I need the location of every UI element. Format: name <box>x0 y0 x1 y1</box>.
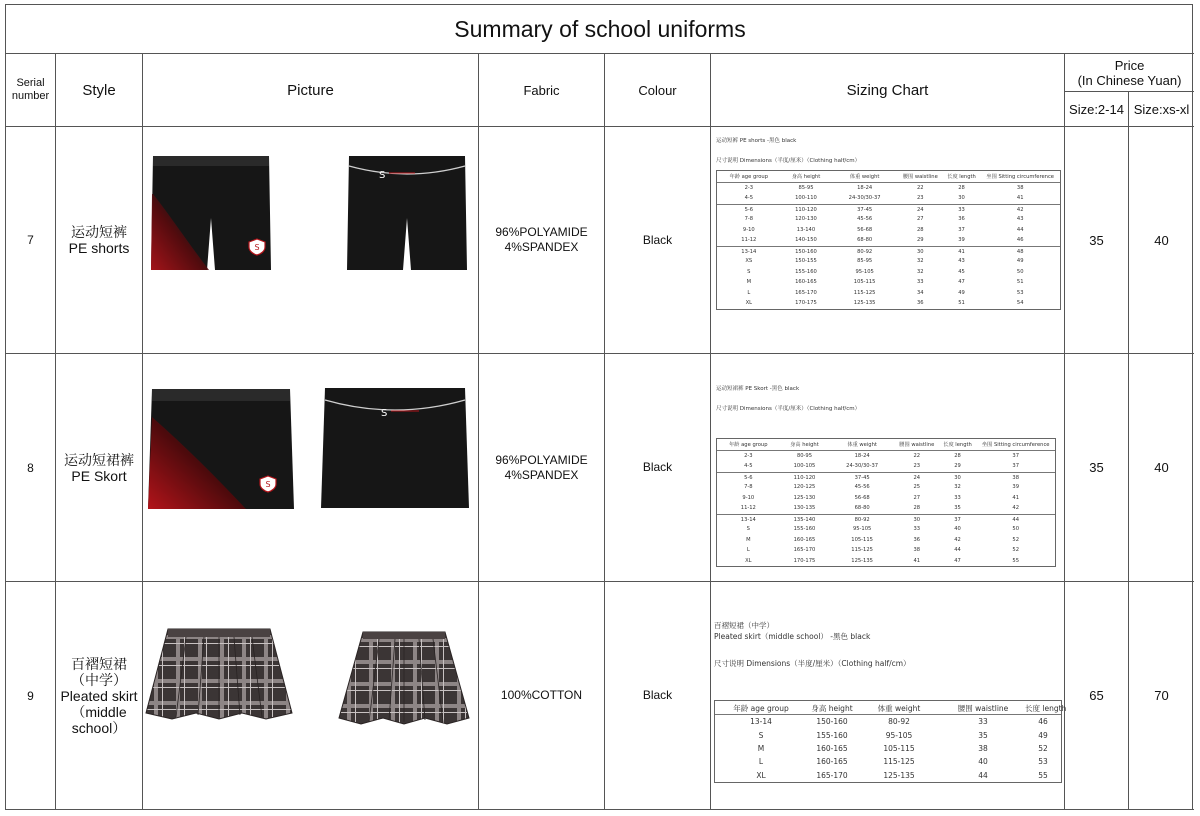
price-size-a-cell <box>1065 354 1129 582</box>
sizing-value: 35 <box>954 505 961 511</box>
header-sizing <box>711 54 1065 127</box>
header-serial-text: Serial number <box>11 77 50 102</box>
sizing-value: 120-130 <box>795 216 817 222</box>
sizing-value: 54 <box>1016 300 1024 306</box>
header-fabric <box>479 54 605 127</box>
sizing-row <box>717 298 1060 309</box>
sizing-chart-cell <box>711 354 1065 582</box>
sizing-row <box>717 482 1055 493</box>
style-cell <box>56 354 143 582</box>
pe-shorts-front-image <box>149 154 273 276</box>
sizing-value: 28 <box>917 226 924 233</box>
sizing-value: 41 <box>958 248 965 255</box>
sizing-value: 100-110 <box>795 195 817 201</box>
sizing-value: 49 <box>1038 730 1048 740</box>
sizing-column-header: 腰围 waistline <box>957 704 1009 713</box>
sizing-value: XL <box>745 300 753 306</box>
sizing-value: 28 <box>954 452 961 459</box>
sizing-value: 105-115 <box>853 279 876 285</box>
sizing-column-header: 长度 length <box>1025 704 1067 713</box>
price-size-a-cell <box>1065 582 1129 810</box>
sizing-value: 120-125 <box>793 484 816 490</box>
pleated-skirt-front-image <box>146 627 292 723</box>
serial-cell <box>6 354 56 582</box>
sizing-value: 52 <box>1038 743 1048 753</box>
sizing-value: 30 <box>954 474 961 481</box>
sizing-column-header: 坐围 Sitting circumference <box>981 442 1050 448</box>
colour-cell <box>605 127 711 354</box>
sizing-value: 150-155 <box>795 258 817 264</box>
sizing-value: 160-165 <box>816 743 848 753</box>
sizing-value: 105-115 <box>851 536 873 543</box>
sizing-value: 38 <box>978 743 988 753</box>
style-cell <box>56 127 143 354</box>
picture-cell <box>143 582 479 810</box>
serial-cell-text: 8 <box>27 460 34 475</box>
sizing-column-header: 腰围 waistline <box>902 174 938 180</box>
sizing-row <box>717 225 1060 236</box>
sizing-chart-title: 百褶短裙（中学） <box>714 621 774 630</box>
sizing-value: 115-125 <box>853 289 876 296</box>
sizing-value: 11-12 <box>740 505 756 511</box>
sizing-value: L <box>758 757 764 767</box>
sizing-value: 30 <box>913 516 921 523</box>
sizing-column-header: 年龄 age group <box>729 442 768 448</box>
sizing-value: 45-56 <box>854 484 870 490</box>
sizing-value: 38 <box>1012 474 1019 481</box>
style-cell-text: 运动短裤 PE shorts <box>68 224 130 256</box>
header-price <box>1065 54 1194 92</box>
sizing-value: 125-135 <box>853 300 876 306</box>
sizing-value: 37-45 <box>854 474 870 481</box>
sizing-row <box>717 256 1060 267</box>
sizing-value: 42 <box>1012 505 1019 511</box>
sizing-value: M <box>746 536 751 543</box>
sizing-table <box>716 438 1056 567</box>
sizing-value: 29 <box>917 237 924 243</box>
price-size-b-cell <box>1129 582 1194 810</box>
sizing-value: 33 <box>954 494 961 501</box>
sizing-value: 80-95 <box>796 452 813 459</box>
sizing-value: 32 <box>954 484 961 490</box>
sizing-value: 55 <box>1038 770 1048 780</box>
sizing-value: 4-5 <box>744 195 754 201</box>
sizing-row <box>717 214 1060 225</box>
sizing-value: 42 <box>954 536 961 543</box>
sizing-value: 155-160 <box>793 526 816 532</box>
sizing-value: 27 <box>913 494 921 501</box>
sizing-value: 100-105 <box>793 463 816 469</box>
pleated-skirt-back-image <box>339 630 469 728</box>
sizing-value: 38 <box>913 547 921 553</box>
sizing-value: 23 <box>917 195 924 201</box>
sizing-value: 49 <box>1016 258 1024 264</box>
sizing-value: 41 <box>1012 494 1019 501</box>
sizing-value: 80-92 <box>857 248 873 255</box>
sizing-value: 24 <box>913 474 921 481</box>
school-logo-icon <box>260 476 276 492</box>
sizing-value: 37 <box>1012 452 1019 459</box>
sizing-value: 56-68 <box>854 494 870 501</box>
sizing-value: 33 <box>978 717 988 727</box>
style-cell-text: 运动短裙裤 PE Skort <box>64 451 134 484</box>
sizing-value: 7-8 <box>744 216 754 222</box>
sizing-value: M <box>757 743 765 753</box>
sizing-chart-dimensions: 尺寸说明 Dimensions（半度/厘米）（Clothing half/cm） <box>716 406 861 412</box>
svg-text:S: S <box>379 170 386 181</box>
picture-cell <box>143 127 479 354</box>
sizing-value: 170-175 <box>793 557 816 564</box>
sizing-value: 50 <box>1012 526 1019 532</box>
sizing-value: 150-160 <box>816 717 848 727</box>
sizing-value: 165-170 <box>793 547 816 553</box>
sizing-chart-subtitle: Pleated skirt（middle school） -黑色 black <box>714 632 871 641</box>
sizing-column-header: 年龄 age group <box>733 704 789 713</box>
header-size-a-text: Size:2-14 <box>1069 101 1124 117</box>
sizing-value: 150-160 <box>795 248 817 255</box>
sizing-value: 95-105 <box>852 526 872 532</box>
sizing-value: 51 <box>958 300 965 306</box>
sizing-value: 160-165 <box>795 279 817 285</box>
sizing-value: 80-92 <box>854 516 870 523</box>
header-size-a <box>1065 92 1129 127</box>
sizing-value: 110-120 <box>795 206 817 213</box>
header-colour-text: Colour <box>638 82 677 98</box>
sizing-value: 25 <box>913 484 921 490</box>
sizing-value: 36 <box>913 536 921 543</box>
sizing-value: 130-135 <box>793 505 816 511</box>
sizing-row <box>717 267 1060 278</box>
header-fabric-text: Fabric <box>523 82 560 98</box>
colour-cell-text: Black <box>642 232 673 247</box>
sizing-value: 170-175 <box>795 300 817 306</box>
sizing-value: 45 <box>958 268 965 275</box>
sizing-row <box>717 514 1055 525</box>
price-size-b-cell-text: 40 <box>1154 460 1169 475</box>
colour-cell-text: Black <box>642 460 673 474</box>
sizing-value: XS <box>745 258 753 264</box>
sizing-row <box>717 503 1055 514</box>
sizing-value: 13-14 <box>741 248 757 255</box>
sizing-value: 23 <box>913 463 921 469</box>
sizing-row <box>717 193 1060 204</box>
fabric-cell <box>479 127 605 354</box>
header-picture-text: Picture <box>287 81 334 99</box>
sizing-value: 24 <box>917 206 924 213</box>
picture-cell <box>143 354 479 582</box>
sizing-value: 47 <box>958 279 965 285</box>
sizing-value: 110-120 <box>793 474 816 481</box>
sizing-value: 33 <box>917 279 924 285</box>
sizing-chart-cell <box>711 582 1065 810</box>
sizing-value: 13-14 <box>740 516 756 523</box>
sizing-value: 35 <box>978 730 988 740</box>
sizing-value: 125-130 <box>793 494 816 501</box>
sizing-value: 45-56 <box>857 216 873 222</box>
sizing-value: 52 <box>1012 547 1019 553</box>
sizing-value: 47 <box>954 557 961 564</box>
svg-text:S: S <box>254 243 260 252</box>
sizing-value: 68-80 <box>854 505 870 511</box>
sizing-row <box>717 524 1055 535</box>
sizing-row <box>717 204 1060 215</box>
sizing-value: 41 <box>1016 195 1024 201</box>
sizing-value: 41 <box>913 557 921 564</box>
sizing-row <box>717 461 1055 472</box>
pe-skort-back-image <box>319 386 471 512</box>
sizing-column-header: 长度 length <box>943 442 972 448</box>
sizing-row <box>717 235 1060 246</box>
sizing-table <box>716 170 1061 310</box>
sizing-value: 85-95 <box>857 258 873 264</box>
sizing-row <box>715 769 1061 782</box>
sizing-value: 42 <box>1016 206 1024 213</box>
sizing-value: 33 <box>958 206 965 213</box>
sizing-value: 22 <box>913 452 921 459</box>
sizing-value: 68-80 <box>857 237 873 243</box>
sizing-value: 32 <box>917 258 924 264</box>
sizing-value: 33 <box>913 526 921 532</box>
sizing-value: 39 <box>958 237 965 243</box>
sizing-chart-cell <box>711 127 1065 354</box>
sizing-value: 44 <box>1012 516 1019 523</box>
header-style-text: Style <box>82 81 116 99</box>
sizing-value: 32 <box>917 268 924 275</box>
sizing-column-header: 体重 weight <box>877 704 921 713</box>
sizing-value: L <box>747 289 751 296</box>
sizing-value: 125-135 <box>851 557 873 564</box>
serial-cell <box>6 127 56 354</box>
svg-text:S: S <box>381 408 388 419</box>
header-colour <box>605 54 711 127</box>
sizing-chart-dimensions: 尺寸说明 Dimensions（半度/厘米）（Clothing half/cm） <box>714 659 911 668</box>
sizing-value: 18-24 <box>854 452 870 459</box>
sizing-value: 105-115 <box>883 743 915 753</box>
sizing-column-header: 身高 height <box>790 442 819 448</box>
sizing-value: 55 <box>1012 557 1019 564</box>
sizing-row <box>717 277 1060 288</box>
sizing-value: 29 <box>954 463 961 469</box>
sizing-value: 50 <box>1016 268 1024 275</box>
header-size-b-text: Size:xs-xl <box>1133 101 1190 117</box>
sizing-column-header: 坐围 Sitting circumference <box>986 174 1054 180</box>
sizing-row <box>717 472 1055 483</box>
sizing-value: 46 <box>1016 237 1024 243</box>
sizing-value: 5-6 <box>744 474 753 481</box>
sizing-row <box>715 742 1061 755</box>
sizing-value: 46 <box>1038 717 1048 727</box>
sizing-value: 165-170 <box>816 770 848 780</box>
sizing-value: 30 <box>958 195 965 201</box>
sizing-value: 18-24 <box>857 184 873 191</box>
sizing-chart-title: 运动短裙裤 PE Skort -黑色 black <box>716 386 800 392</box>
sizing-value: 115-125 <box>883 757 915 767</box>
sizing-value: M <box>746 279 752 285</box>
sizing-row <box>717 535 1055 546</box>
sizing-row <box>717 493 1055 504</box>
sizing-row <box>715 729 1061 742</box>
sizing-header-row <box>717 440 1055 451</box>
style-cell <box>56 582 143 810</box>
sizing-column-header: 身高 height <box>791 174 821 180</box>
sizing-value: 165-170 <box>795 289 817 296</box>
sizing-value: 37-45 <box>857 206 873 213</box>
sizing-value: 2-3 <box>744 452 753 459</box>
sizing-row <box>717 183 1060 194</box>
sizing-value: 24-30/30-37 <box>846 463 879 469</box>
price-size-b-cell <box>1129 354 1194 582</box>
sizing-value: 5-6 <box>744 206 754 213</box>
sizing-value: 140-150 <box>795 237 817 243</box>
header-picture <box>143 54 479 127</box>
price-size-a-cell-text: 65 <box>1089 688 1104 703</box>
price-size-a-cell <box>1065 127 1129 354</box>
style-cell-text: 百褶短裙 （中学） Pleated skirt （middle school） <box>60 655 138 736</box>
sizing-value: 9-10 <box>742 494 755 501</box>
sizing-value: 160-165 <box>816 757 848 767</box>
sizing-value: XL <box>756 770 766 780</box>
price-size-b-cell-text: 40 <box>1154 232 1169 248</box>
sizing-value: 37 <box>958 226 965 233</box>
sizing-header-row <box>715 702 1067 715</box>
sizing-value: 40 <box>954 526 961 532</box>
sizing-value: 13-14 <box>750 717 772 727</box>
sizing-value: 28 <box>958 184 965 191</box>
sizing-value: S <box>758 730 764 740</box>
header-size-b <box>1129 92 1194 127</box>
svg-text:S: S <box>265 480 271 489</box>
sizing-value: 24-30/30-37 <box>848 195 881 201</box>
fabric-cell-text: 96%POLYAMIDE 4%SPANDEX <box>495 452 588 482</box>
sizing-value: 36 <box>958 216 965 222</box>
sizing-column-header: 体重 weight <box>847 442 877 448</box>
sizing-column-header: 体重 weight <box>849 174 880 180</box>
colour-cell-text: Black <box>642 688 673 702</box>
sizing-value: 135-140 <box>793 516 816 523</box>
sizing-value: 85-95 <box>798 184 814 191</box>
uniform-summary-sheet <box>5 4 1193 810</box>
sizing-value: 115-125 <box>851 547 873 553</box>
fabric-cell-text: 96%POLYAMIDE 4%SPANDEX <box>495 225 588 254</box>
price-size-a-cell-text: 35 <box>1089 460 1104 475</box>
sizing-column-header: 年龄 age group <box>729 174 769 180</box>
sizing-row <box>717 288 1060 299</box>
sizing-value: 40 <box>978 757 988 767</box>
sizing-row <box>715 755 1061 768</box>
price-size-b-cell <box>1129 127 1194 354</box>
sizing-value: 27 <box>917 216 924 222</box>
sizing-column-header: 身高 height <box>811 704 853 713</box>
colour-cell <box>605 354 711 582</box>
serial-cell <box>6 582 56 810</box>
sizing-value: 7-8 <box>744 484 753 490</box>
price-size-a-cell-text: 35 <box>1089 232 1104 248</box>
serial-cell-text: 9 <box>27 688 34 703</box>
sizing-value: 43 <box>1016 216 1024 222</box>
sizing-value: 38 <box>1016 184 1024 191</box>
sizing-value: 53 <box>1038 757 1048 767</box>
fabric-cell <box>479 582 605 810</box>
sizing-column-header: 长度 length <box>947 174 976 180</box>
sizing-value: S <box>747 268 751 275</box>
sizing-column-header: 腰围 waistline <box>899 442 935 448</box>
sizing-value: 49 <box>958 289 965 296</box>
sizing-value: 9-10 <box>742 226 755 233</box>
sizing-value: 30 <box>917 248 924 255</box>
sizing-value: 37 <box>1012 463 1019 469</box>
sizing-value: 43 <box>958 258 965 264</box>
sizing-value: 4-5 <box>744 463 753 469</box>
sizing-row <box>715 715 1061 728</box>
sizing-value: 95-105 <box>855 268 874 275</box>
sizing-value: 44 <box>954 547 961 553</box>
school-logo-icon <box>249 239 265 255</box>
sizing-value: 52 <box>1012 536 1019 543</box>
price-size-b-cell-text: 70 <box>1154 688 1169 703</box>
header-price-text: Price (In Chinese Yuan) <box>1077 57 1182 88</box>
header-style <box>56 54 143 127</box>
sizing-row <box>717 556 1055 567</box>
page-title: Summary of school uniforms <box>6 5 1194 54</box>
colour-cell <box>605 582 711 810</box>
sizing-value: 13-140 <box>796 226 816 233</box>
sizing-row <box>717 545 1055 556</box>
fabric-cell <box>479 354 605 582</box>
sizing-value: 160-165 <box>793 536 816 543</box>
sizing-row <box>717 451 1055 462</box>
sizing-value: 11-12 <box>741 237 757 243</box>
pe-shorts-back-image <box>345 154 469 276</box>
sizing-value: 56-68 <box>857 226 873 233</box>
sizing-value: 155-160 <box>795 268 817 275</box>
sizing-value: 53 <box>1016 289 1024 296</box>
header-sizing-text: Sizing Chart <box>846 81 929 99</box>
sizing-value: 80-92 <box>888 717 910 727</box>
sizing-value: S <box>746 526 750 532</box>
sizing-value: 51 <box>1016 279 1024 285</box>
sizing-value: 95-105 <box>885 730 913 740</box>
pe-skort-front-image <box>146 387 296 513</box>
sizing-value: 125-135 <box>883 770 915 780</box>
sizing-header-row <box>717 172 1060 183</box>
sizing-value: 44 <box>978 770 988 780</box>
sizing-table <box>714 700 1067 783</box>
fabric-cell-text: 100%COTTON <box>500 688 583 702</box>
serial-cell-text: 7 <box>27 233 34 247</box>
sizing-value: 34 <box>917 289 924 296</box>
sizing-chart-title: 运动短裤 PE shorts -黑色 black <box>716 138 797 144</box>
sizing-value: 2-3 <box>744 184 754 191</box>
header-serial <box>6 54 56 127</box>
sizing-value: 44 <box>1016 226 1024 233</box>
sizing-value: 28 <box>913 505 921 511</box>
sizing-row <box>717 246 1060 257</box>
sizing-value: 39 <box>1012 484 1019 490</box>
sizing-value: XL <box>745 557 752 564</box>
sizing-value: 155-160 <box>816 730 848 740</box>
sizing-value: 37 <box>954 516 961 523</box>
sizing-value: 22 <box>917 184 924 191</box>
sizing-chart-dimensions: 尺寸说明 Dimensions（半度/厘米）（Clothing half/cm） <box>716 158 861 164</box>
sizing-value: L <box>746 547 750 553</box>
sizing-value: 48 <box>1016 248 1024 255</box>
sizing-value: 36 <box>917 300 924 306</box>
